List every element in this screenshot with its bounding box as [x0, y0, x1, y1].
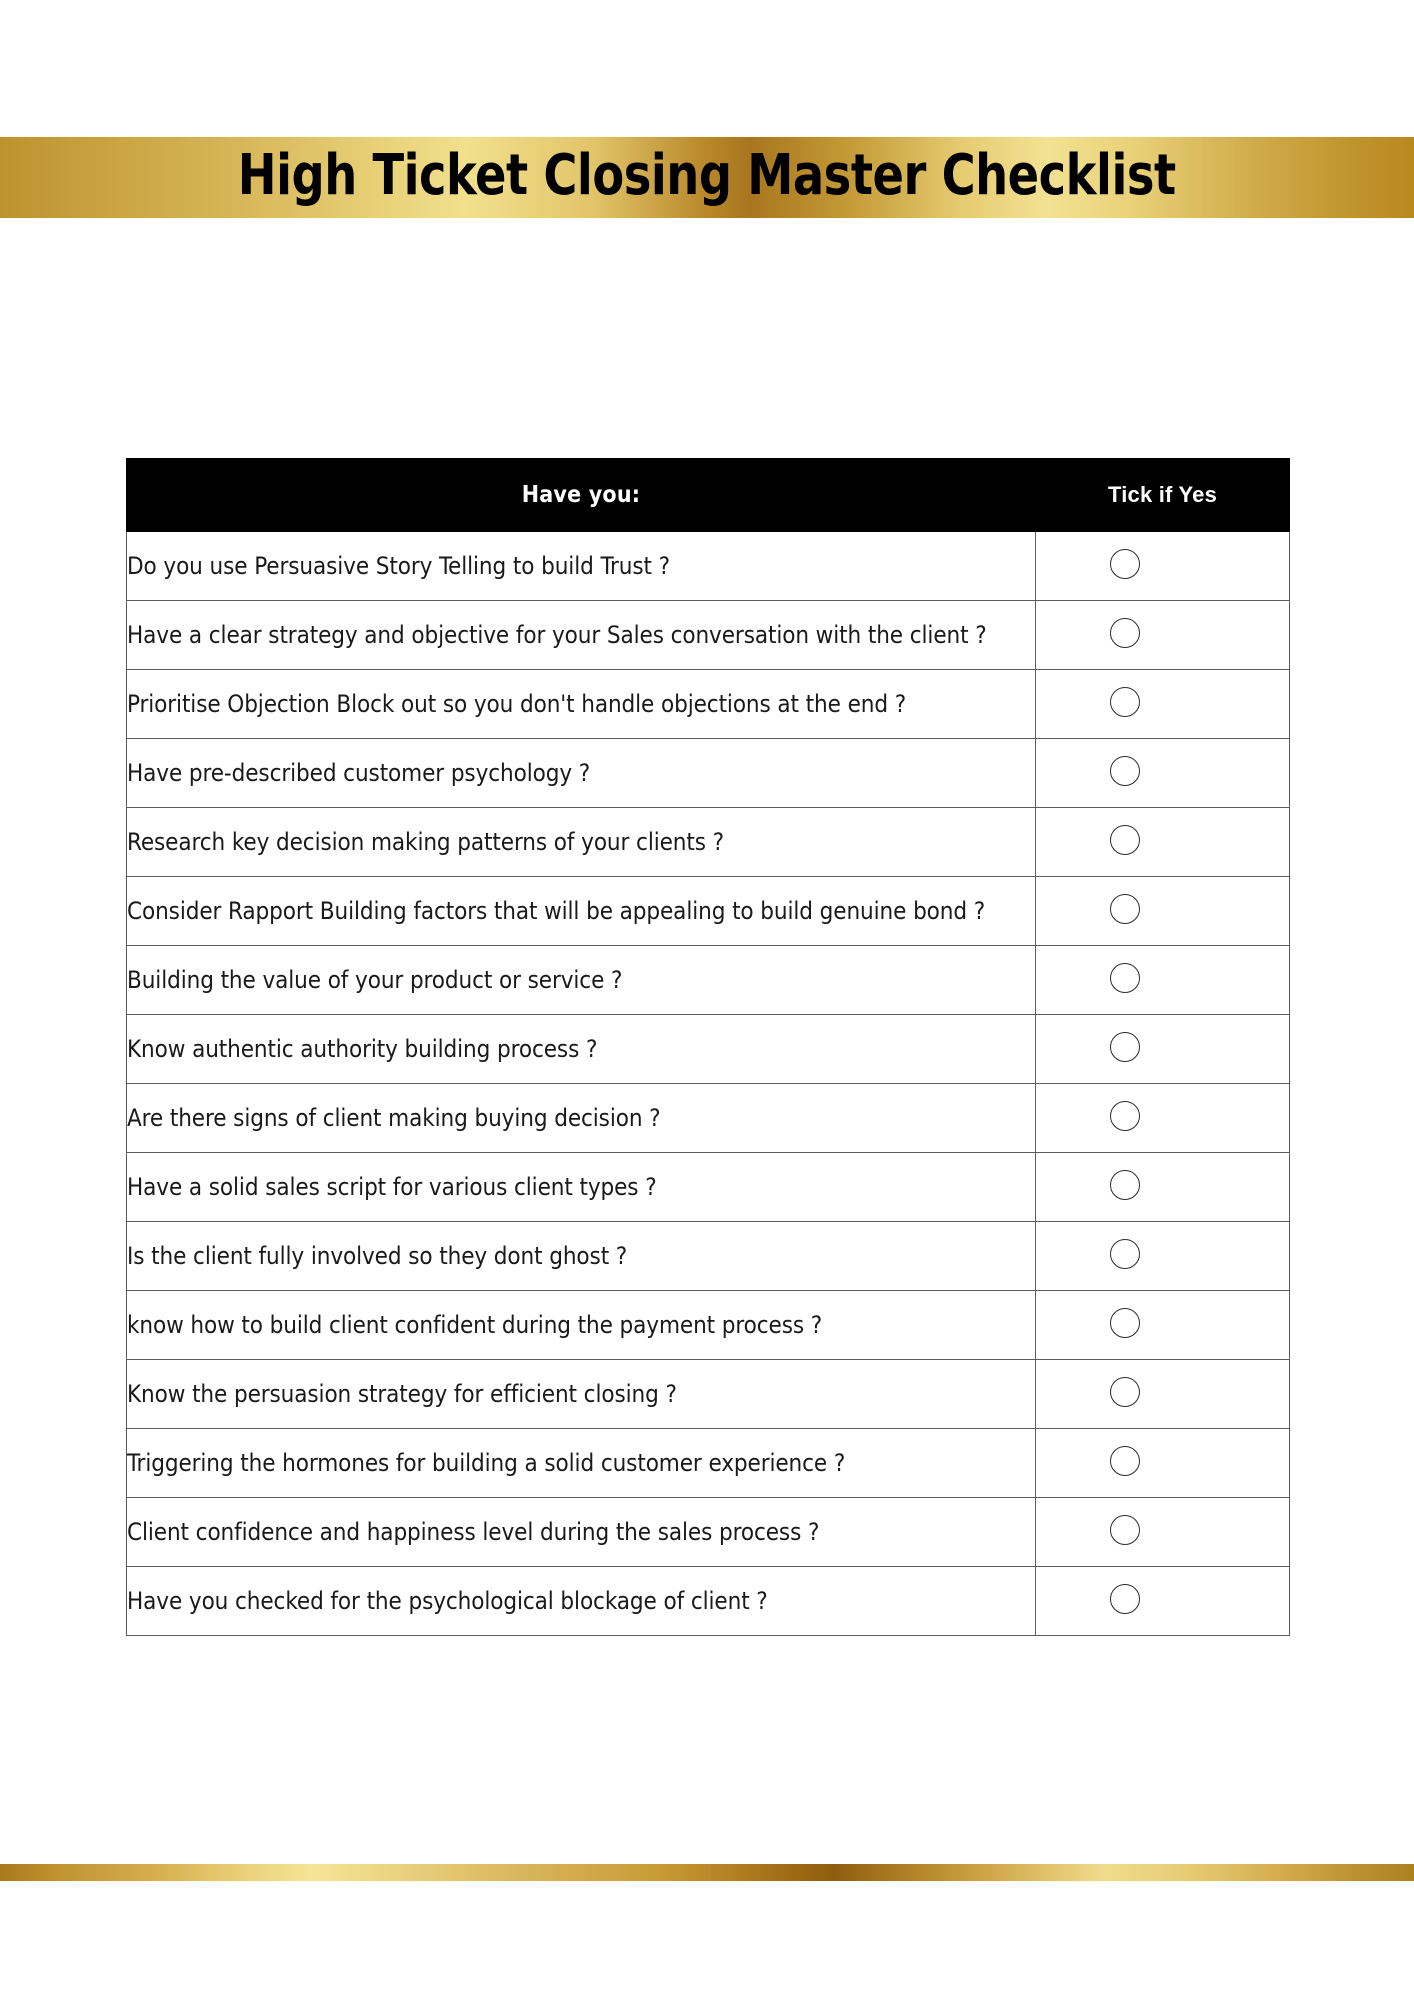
checklist-question: Are there signs of client making buying decision ? — [127, 1084, 1036, 1153]
checklist-tick-cell[interactable] — [1036, 1291, 1290, 1360]
checkbox-circle-icon[interactable] — [1110, 1170, 1140, 1200]
checkbox-circle-icon[interactable] — [1110, 963, 1140, 993]
checkbox-circle-icon[interactable] — [1110, 1308, 1140, 1338]
checkbox-circle-icon[interactable] — [1110, 825, 1140, 855]
checklist-question: Client confidence and happiness level during the sales process ? — [127, 1498, 1036, 1567]
column-header-tick: Tick if Yes — [1036, 459, 1290, 532]
table-row — [127, 1015, 1290, 1084]
checkbox-circle-icon[interactable] — [1110, 894, 1140, 924]
checkbox-circle-icon[interactable] — [1110, 1515, 1140, 1545]
checklist-table — [126, 458, 1290, 1636]
table-row — [127, 1429, 1290, 1498]
checklist-question: Have a solid sales script for various client types ? — [127, 1153, 1036, 1222]
checklist-tick-cell[interactable] — [1036, 1222, 1290, 1291]
table-header-row — [127, 459, 1290, 532]
checklist-tick-cell[interactable] — [1036, 670, 1290, 739]
checkbox-circle-icon[interactable] — [1110, 618, 1140, 648]
checklist-question: Have a clear strategy and objective for your Sales conversation with the client ? — [127, 601, 1036, 670]
table-row — [127, 1153, 1290, 1222]
header-banner — [0, 137, 1414, 218]
checklist-question: Know authentic authority building process ? — [127, 1015, 1036, 1084]
table-row — [127, 1498, 1290, 1567]
checklist-question: Research key decision making patterns of your clients ? — [127, 808, 1036, 877]
checklist-tick-cell[interactable] — [1036, 1567, 1290, 1636]
checkbox-circle-icon[interactable] — [1110, 687, 1140, 717]
checklist-tick-cell[interactable] — [1036, 532, 1290, 601]
checklist-question: Is the client fully involved so they dont ghost ? — [127, 1222, 1036, 1291]
checkbox-circle-icon[interactable] — [1110, 1584, 1140, 1614]
checklist-tick-cell[interactable] — [1036, 1360, 1290, 1429]
table-row — [127, 601, 1290, 670]
table-row — [127, 1291, 1290, 1360]
checklist-question: Building the value of your product or service ? — [127, 946, 1036, 1015]
checklist-tick-cell[interactable] — [1036, 877, 1290, 946]
table-row — [127, 1360, 1290, 1429]
checklist-question: know how to build client confident during the payment process ? — [127, 1291, 1036, 1360]
checklist-tick-cell[interactable] — [1036, 808, 1290, 877]
column-header-question: Have you: — [127, 459, 1036, 532]
checklist-tick-cell[interactable] — [1036, 1498, 1290, 1567]
checklist-tick-cell[interactable] — [1036, 601, 1290, 670]
table-row — [127, 670, 1290, 739]
checkbox-circle-icon[interactable] — [1110, 1032, 1140, 1062]
checklist-question: Triggering the hormones for building a solid customer experience ? — [127, 1429, 1036, 1498]
page-title: High Ticket Closing Master Checklist — [238, 142, 1176, 208]
table-row — [127, 1222, 1290, 1291]
footer-gold-bar — [0, 1864, 1414, 1881]
table-row — [127, 739, 1290, 808]
table-row — [127, 808, 1290, 877]
checklist-question: Know the persuasion strategy for efficient closing ? — [127, 1360, 1036, 1429]
checklist-question: Have you checked for the psychological blockage of client ? — [127, 1567, 1036, 1636]
checkbox-circle-icon[interactable] — [1110, 549, 1140, 579]
checklist-table-container — [126, 458, 1289, 1636]
table-row — [127, 1084, 1290, 1153]
checklist-question: Have pre-described customer psychology ? — [127, 739, 1036, 808]
table-body — [127, 532, 1290, 1636]
checklist-question: Prioritise Objection Block out so you don't handle objections at the end ? — [127, 670, 1036, 739]
checkbox-circle-icon[interactable] — [1110, 1101, 1140, 1131]
table-header — [127, 459, 1290, 532]
checkbox-circle-icon[interactable] — [1110, 756, 1140, 786]
checklist-tick-cell[interactable] — [1036, 739, 1290, 808]
checklist-question: Do you use Persuasive Story Telling to build Trust ? — [127, 532, 1036, 601]
table-row — [127, 1567, 1290, 1636]
checkbox-circle-icon[interactable] — [1110, 1239, 1140, 1269]
table-row — [127, 946, 1290, 1015]
checklist-tick-cell[interactable] — [1036, 1429, 1290, 1498]
checkbox-circle-icon[interactable] — [1110, 1446, 1140, 1476]
checklist-tick-cell[interactable] — [1036, 1153, 1290, 1222]
checklist-tick-cell[interactable] — [1036, 946, 1290, 1015]
table-row — [127, 532, 1290, 601]
table-row — [127, 877, 1290, 946]
checklist-tick-cell[interactable] — [1036, 1084, 1290, 1153]
checklist-tick-cell[interactable] — [1036, 1015, 1290, 1084]
checkbox-circle-icon[interactable] — [1110, 1377, 1140, 1407]
checklist-question: Consider Rapport Building factors that will be appealing to build genuine bond ? — [127, 877, 1036, 946]
